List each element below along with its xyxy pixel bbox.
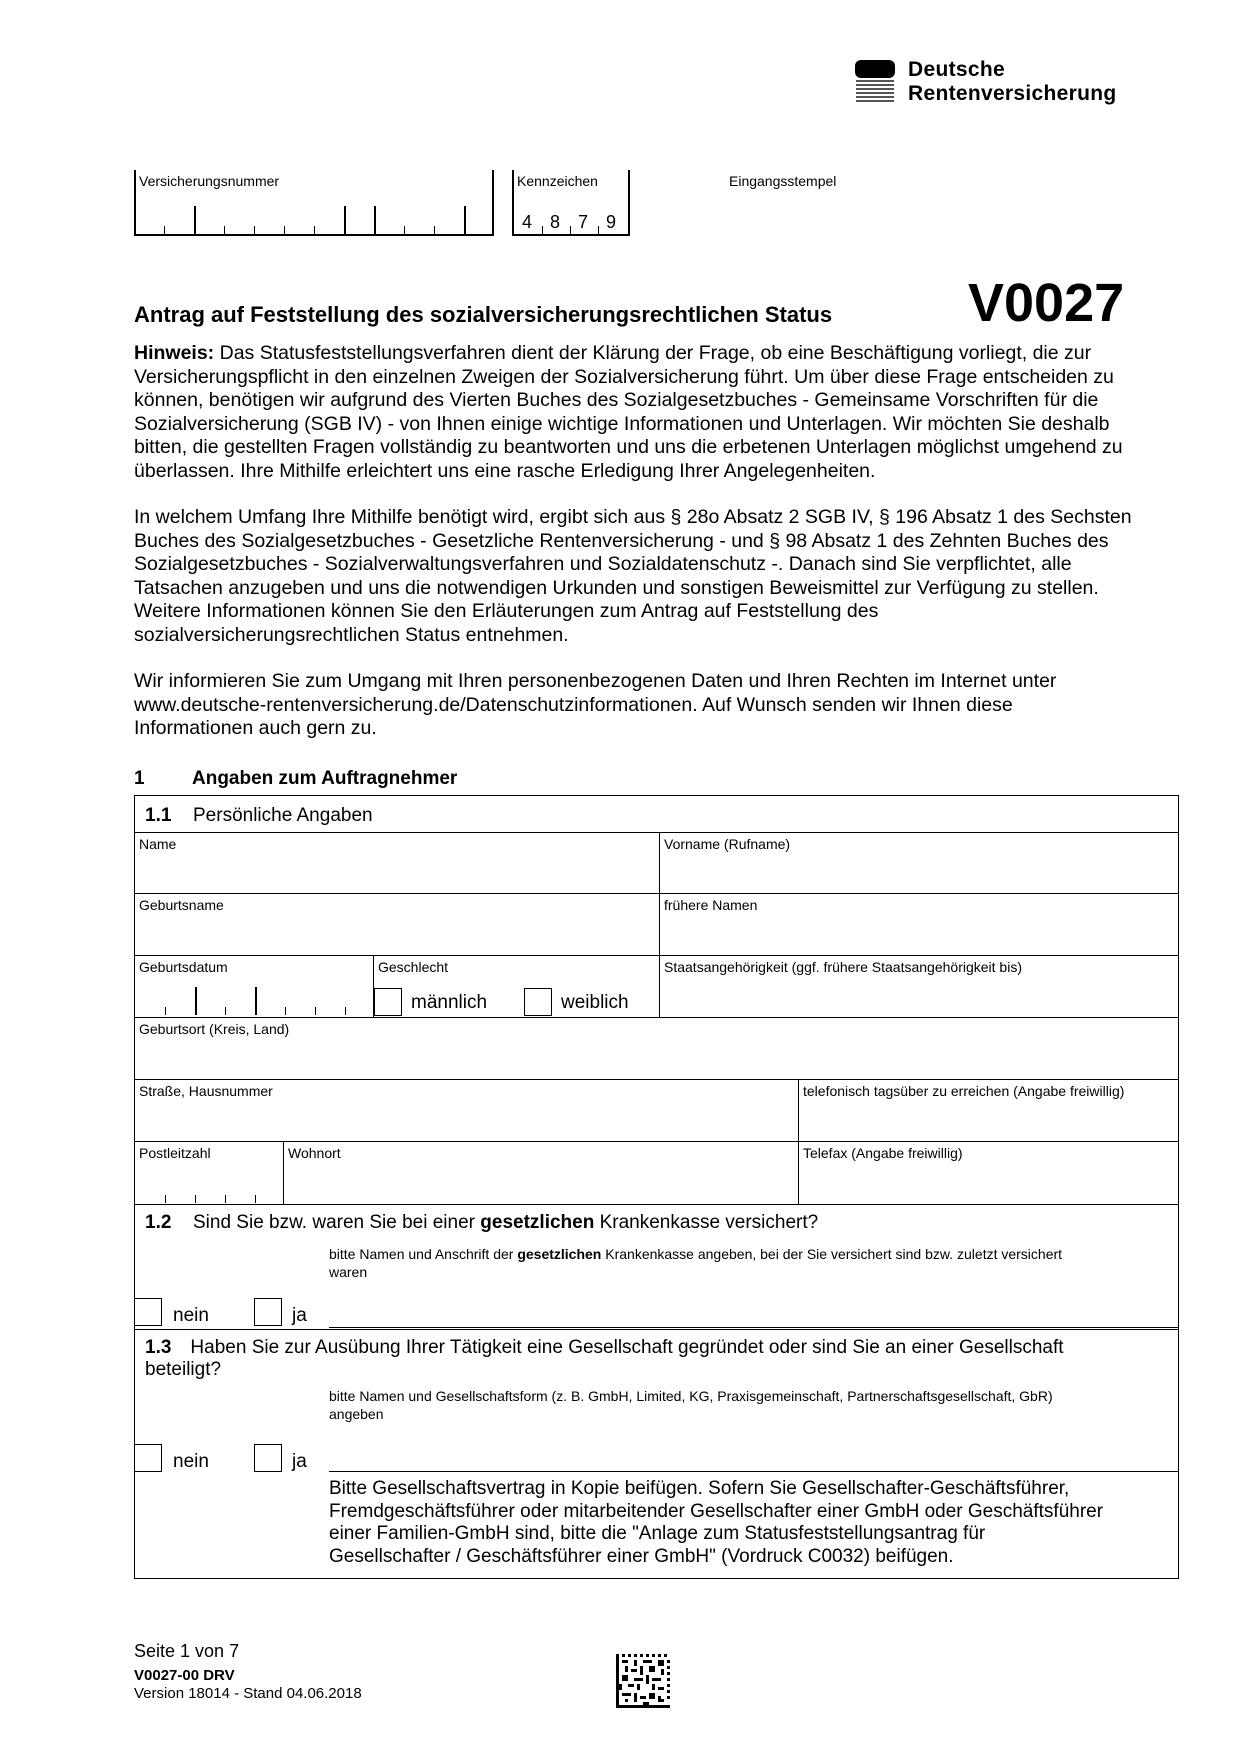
logo-line2: Rentenversicherung — [908, 82, 1117, 105]
intro-paragraph-2 — [134, 506, 1184, 647]
logo-line1: Deutsche — [908, 58, 1005, 81]
para2-line: In welchem Umfang Ihre Mithilfe benötigt wird, ergibt sich aus § 28o Absatz 2 SGB IV, § 196 Absatz 1 des Sechsten — [134, 506, 1132, 528]
city-label: Wohnort — [288, 1145, 341, 1161]
phone-field[interactable] — [799, 1080, 1178, 1141]
name-field[interactable] — [135, 833, 659, 893]
street-label: Straße, Hausnummer — [139, 1083, 273, 1099]
barcode-icon — [616, 1654, 670, 1708]
postal-code-label: Postleitzahl — [139, 1145, 211, 1161]
s12-hint: bitte Namen und Anschrift der gesetzlichen Krankenkasse angeben, bei der Sie versichert sind bzw. zuletzt versichert waren — [329, 1246, 1063, 1280]
s13-no-checkbox[interactable] — [134, 1444, 162, 1472]
first-name-label: Vorname (Rufname) — [664, 836, 791, 852]
s13-yes-checkbox[interactable] — [254, 1444, 282, 1472]
page-number: Seite 1 von 7 — [134, 1641, 240, 1661]
male-label: männlich — [411, 992, 488, 1013]
male-checkbox[interactable] — [374, 988, 402, 1016]
s12-answer-line[interactable] — [329, 1327, 1178, 1328]
para2-line: Weitere Informationen können Sie den Erläuterungen zum Antrag auf Feststellung des — [134, 600, 879, 622]
code-label: Kennzeichen — [517, 173, 598, 189]
phone-label: telefonisch tagsüber zu erreichen (Angabe freiwillig) — [803, 1083, 1125, 1099]
code-digit: 8 — [550, 212, 561, 232]
former-names-field[interactable] — [660, 894, 1178, 955]
section1-number: 1 — [134, 768, 145, 789]
s12-no-label: nein — [173, 1305, 209, 1326]
s12-yes-label: ja — [292, 1305, 307, 1326]
nationality-label: Staatsangehörigkeit (ggf. frühere Staatsangehörigkeit bis) — [664, 959, 1022, 975]
insurance-number-label: Versicherungsnummer — [139, 173, 280, 189]
first-name-field[interactable] — [660, 833, 1178, 893]
female-checkbox[interactable] — [524, 988, 552, 1016]
s13-question: 1.3 Haben Sie zur Ausübung Ihrer Tätigkeit eine Gesellschaft gegründet oder sind Sie an einer Gesellschaft beteiligt? — [145, 1337, 1064, 1380]
hint-line: Sozialversicherung (SGB IV) - von Ihnen einige wichtige Informationen und Unterlagen. Wir möchten Sie deshalb — [134, 412, 1110, 435]
s12-no-checkbox[interactable] — [134, 1298, 162, 1326]
birth-name-label: Geburtsname — [139, 897, 224, 913]
code-digit: 7 — [578, 212, 589, 232]
nationality-field[interactable] — [660, 956, 1178, 1017]
hint-line: Versicherungspflicht in den einzelnen Zweigen der Sozialversicherung führt. Um über diese Frage entscheiden zu — [134, 365, 1114, 388]
s11-number: 1.1 — [145, 805, 172, 826]
s13-answer-line[interactable] — [329, 1471, 1178, 1472]
female-label: weiblich — [561, 992, 629, 1013]
s13-no-label: nein — [173, 1451, 209, 1472]
para2-line: Buches des Sozialgesetzbuches - Gesetzliche Rentenversicherung - und § 98 Absatz 1 des Zehnten Buches des — [134, 529, 1109, 552]
code-digit: 4 — [522, 212, 533, 232]
hint-line: Hinweis: Das Statusfeststellungsverfahren dient der Klärung der Frage, ob eine Beschäftigung vorliegt, die zur — [134, 342, 1092, 364]
name-label: Name — [139, 836, 177, 852]
s13-yes-label: ja — [292, 1451, 307, 1472]
hint-line: können, benötigen wir aufgrund des Vierten Buches des Sozialgesetzbuches - Gemeinsame Vorschriften für die — [134, 389, 1099, 411]
drv-logo — [855, 60, 1155, 110]
hint-line: bitten, die gestellten Fragen vollständig zu beantworten und uns die erbetenen Unterlagen möglichst umgehend zu — [134, 436, 1123, 458]
s12-number: 1.2 — [145, 1212, 172, 1233]
intro-hint — [134, 342, 1184, 483]
birthplace-field[interactable] — [135, 1018, 1178, 1079]
s12-question: Sind Sie bzw. waren Sie bei einer gesetzlichen Krankenkasse versichert? — [193, 1212, 819, 1233]
drv-logo-mark — [855, 60, 897, 106]
para2-line: sozialversicherungsrechtlichen Status entnehmen. — [134, 623, 569, 646]
para2-line: Tatsachen anzugeben und uns die notwendigen Urkunden und sonstigen Beweismittel zur Verfügung zu stellen. — [134, 576, 1099, 599]
para3-line: www.deutsche-rentenversicherung.de/Datenschutzinformationen. Auf Wunsch senden wir Ihnen diese — [134, 693, 1013, 716]
code-field[interactable] — [512, 170, 630, 236]
fax-label: Telefax (Angabe freiwillig) — [803, 1145, 963, 1161]
para3-line: Wir informieren Sie zum Umgang mit Ihren personenbezogenen Daten und Ihren Rechten im Internet unter — [134, 670, 1057, 692]
code-digit: 9 — [606, 212, 617, 232]
s13-note: Bitte Gesellschaftsvertrag in Kopie beifügen. Sofern Sie Gesellschafter-Geschäftsführer, Fremdgeschäftsführer oder mitarbeitender Gesellschafter einer GmbH oder Geschäftsführer einer Familien-GmbH sind, bitte die "Anlage zum Statusfeststellungsantrag für Gesellschafter / Geschäftsführer einer GmbH" (Vordruck C0032) beifügen. — [329, 1478, 1104, 1567]
form-id: V0027-00 DRV — [134, 1667, 235, 1684]
hint-label: Hinweis: — [134, 342, 215, 364]
street-field[interactable] — [135, 1080, 798, 1141]
birth-date-label: Geburtsdatum — [139, 959, 228, 975]
section1-form — [134, 795, 1179, 1579]
city-field[interactable] — [284, 1142, 798, 1204]
intro-paragraph-3 — [134, 670, 1184, 741]
birth-name-field[interactable] — [135, 894, 659, 955]
gender-group — [374, 956, 659, 1017]
stamp-label: Eingangsstempel — [729, 173, 837, 189]
para3-line: Informationen auch gern zu. — [134, 717, 377, 739]
former-names-label: frühere Namen — [664, 897, 758, 913]
postal-code-field[interactable] — [135, 1142, 283, 1204]
para2-line: Sozialgesetzbuches - Sozialverwaltungsverfahren und Sozialdatenschutz -. Danach sind Sie verpflichtet, alle — [134, 553, 1072, 575]
section1-title: Angaben zum Auftragnehmer — [192, 768, 458, 789]
birth-date-field[interactable] — [135, 956, 373, 1017]
s12-yes-checkbox[interactable] — [254, 1298, 282, 1326]
form-code: V0027 — [968, 273, 1125, 333]
gender-label: Geschlecht — [378, 959, 449, 975]
birthplace-label: Geburtsort (Kreis, Land) — [139, 1021, 290, 1037]
hint-line: überlassen. Ihre Mithilfe erleichtert uns eine rasche Erledigung Ihrer Angelegenheiten. — [134, 459, 876, 482]
s11-title: Persönliche Angaben — [193, 805, 373, 826]
s13-hint: bitte Namen und Gesellschaftsform (z. B. GmbH, Limited, KG, Praxisgemeinschaft, Partnerschaftsgesellschaft, GbR) angeben — [329, 1388, 1053, 1422]
fax-field[interactable] — [799, 1142, 1178, 1204]
version-info: Version 18014 - Stand 04.06.2018 — [134, 1685, 362, 1702]
insurance-number-field[interactable] — [134, 170, 494, 236]
page-title: Antrag auf Feststellung des sozialversicherungsrechtlichen Status — [134, 302, 833, 327]
